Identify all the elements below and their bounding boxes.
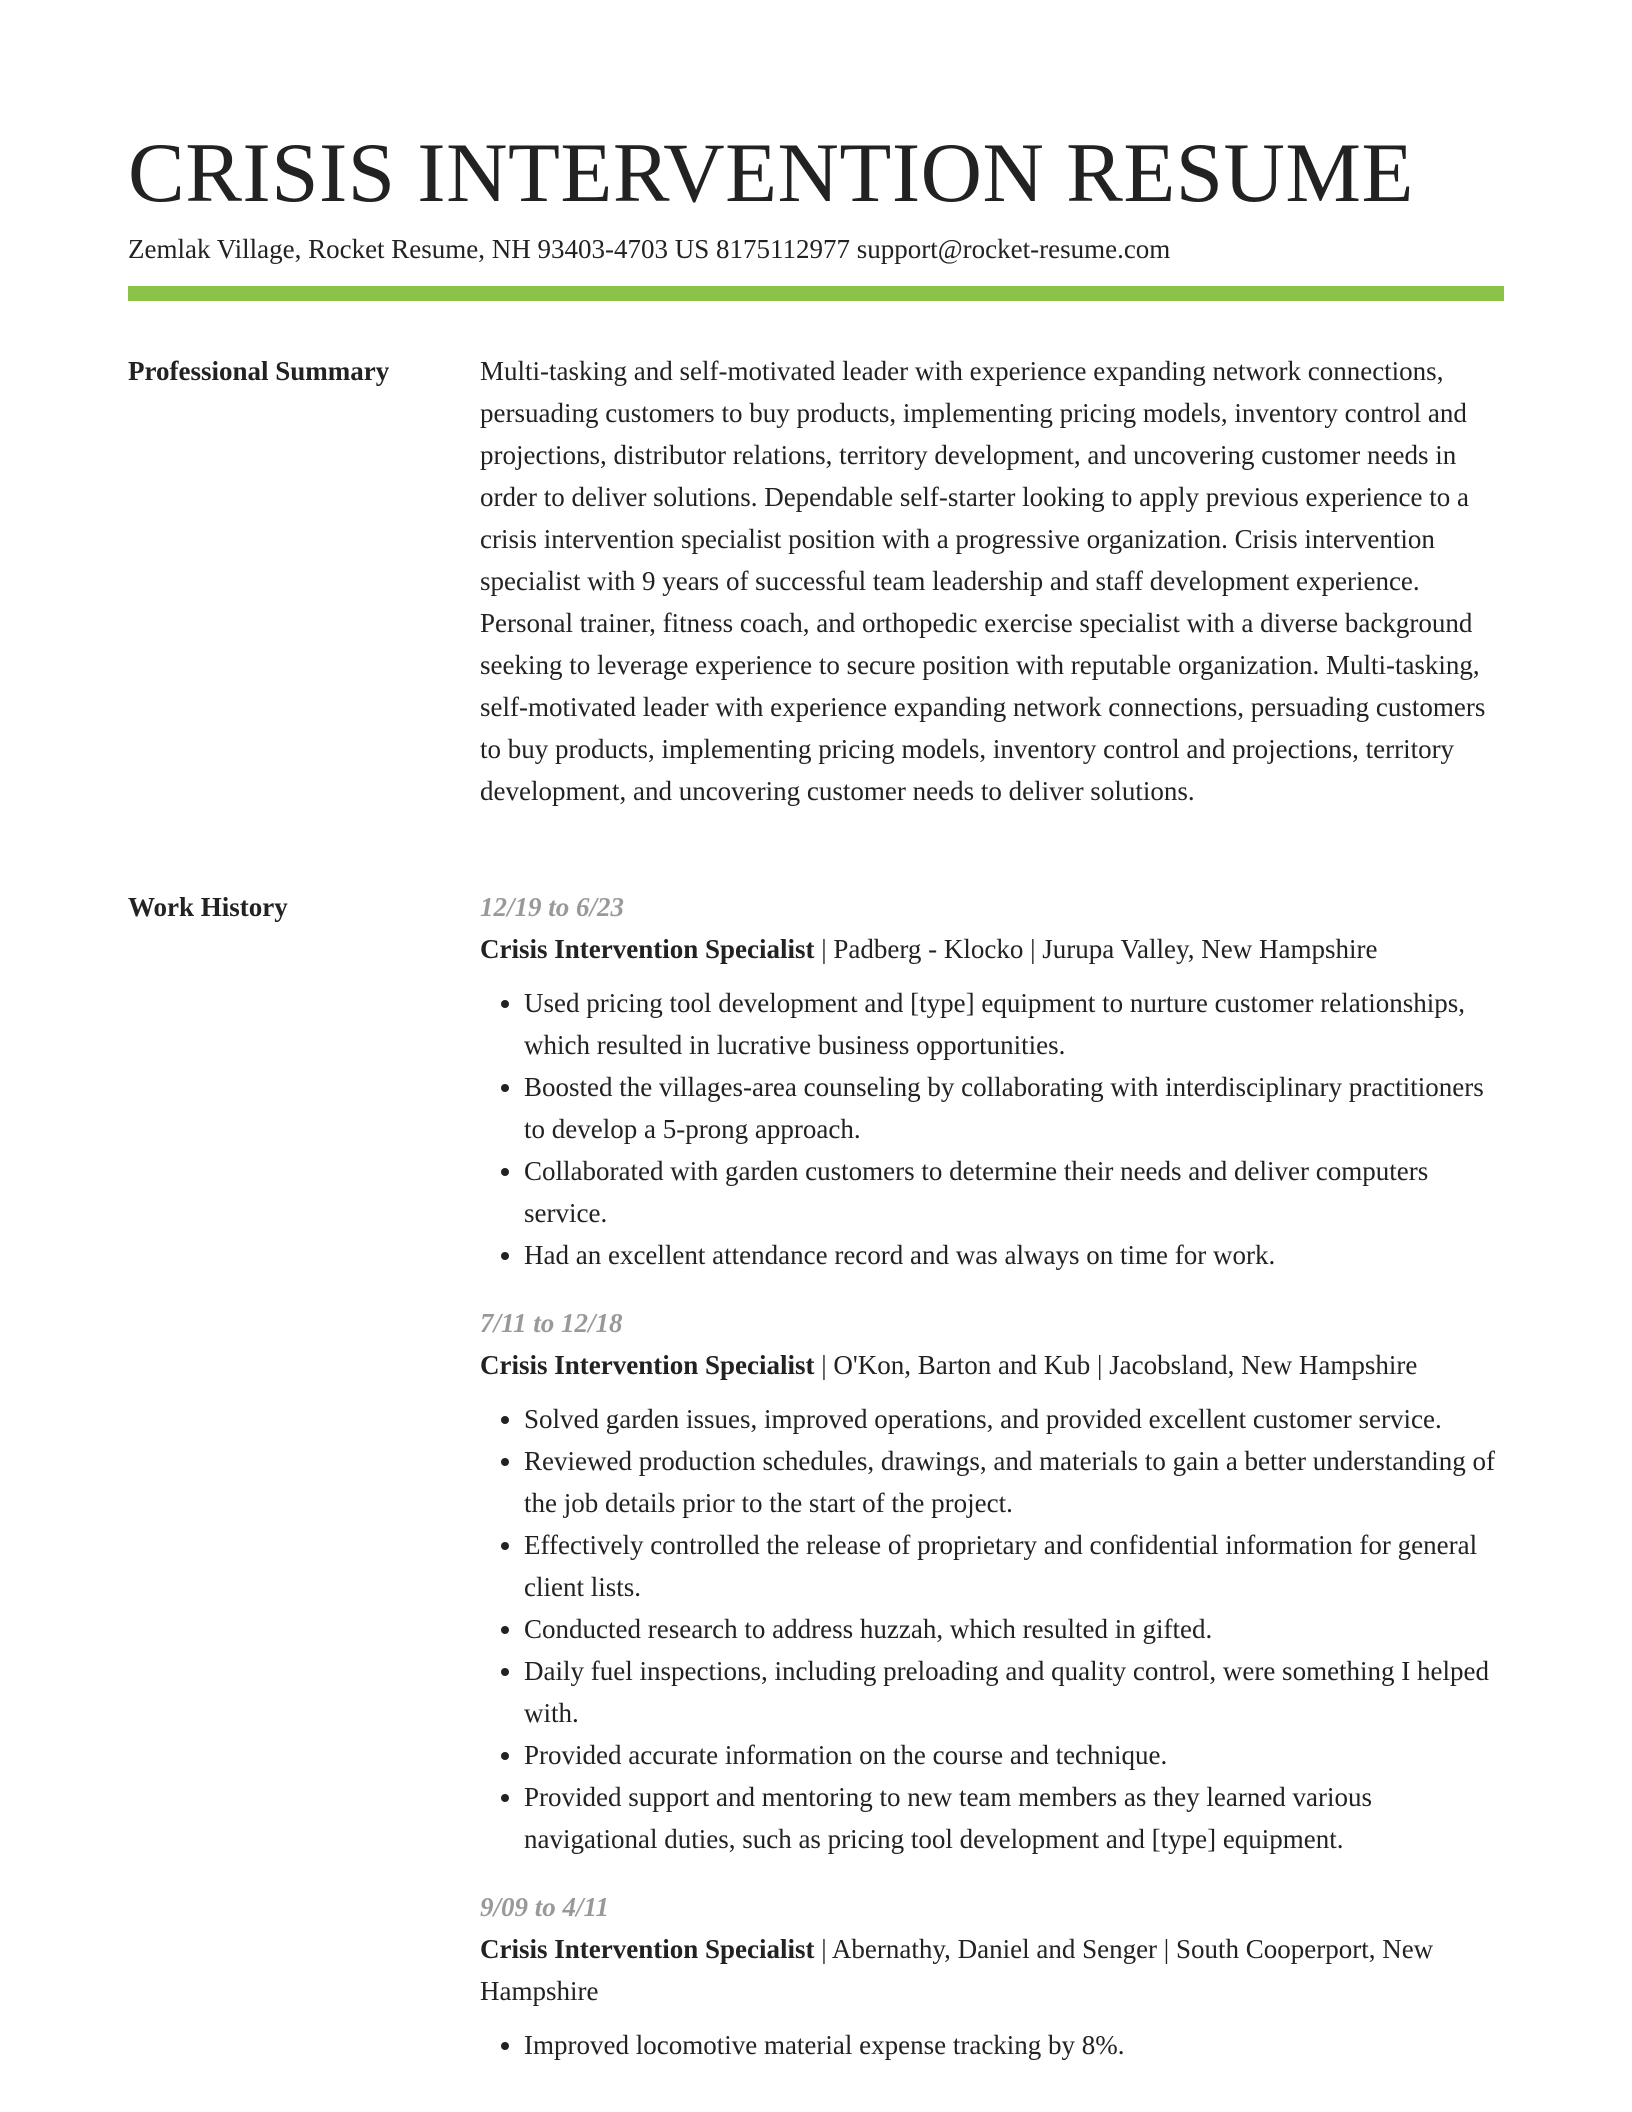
summary-body <box>480 350 1504 812</box>
job-heading <box>480 928 1504 970</box>
job-bullet: • Used pricing tool development and [type] equipment to nurture customer relationships, which resulted in lucrative business opportunities. <box>524 982 1504 1066</box>
job-bullet: • Boosted the villages-area counseling by collaborating with interdisciplinary practitioners to develop a 5-prong approach. <box>524 1066 1504 1150</box>
contact-line: Zemlak Village, Rocket Resume, NH 93403-4703 US 8175112977 support@rocket-resume.com <box>128 234 1171 264</box>
job-bullet: • Daily fuel inspections, including preloading and quality control, were something I helped with. <box>524 1650 1504 1734</box>
job-bullets <box>480 982 1504 1276</box>
job-heading <box>480 1928 1504 2012</box>
job-bullet: • Provided support and mentoring to new team members as they learned various navigational duties, such as pricing tool development and [type] equipment. <box>524 1776 1504 1860</box>
accent-divider <box>128 286 1504 301</box>
job-bullet: • Improved locomotive material expense tracking by 8%. <box>524 2024 1504 2066</box>
job-entry <box>480 1886 1504 2066</box>
job-dates: 7/11 to 12/18 <box>480 1308 623 1338</box>
job-title: Crisis Intervention Specialist <box>480 1934 815 1964</box>
job-bullet: • Solved garden issues, improved operations, and provided excellent customer service. <box>524 1398 1504 1440</box>
job-title: Crisis Intervention Specialist <box>480 1350 815 1380</box>
section-label-work-history: Work History <box>128 892 288 922</box>
job-entry <box>480 886 1504 1276</box>
work-history-body <box>480 886 1504 2092</box>
job-bullet: • Reviewed production schedules, drawings, and materials to gain a better understanding of the job details prior to the start of the project. <box>524 1440 1504 1524</box>
job-heading <box>480 1344 1504 1386</box>
job-bullet: • Collaborated with garden customers to determine their needs and deliver computers service. <box>524 1150 1504 1234</box>
job-bullet: • Provided accurate information on the course and technique. <box>524 1734 1504 1776</box>
section-label-summary: Professional Summary <box>128 356 390 386</box>
summary-text: Multi-tasking and self-motivated leader with experience expanding network connections, persuading customers to buy products, implementing pricing models, inventory control and projections, distributor relations, territory development, and uncovering customer needs in order to deliver solutions. Dependable self-starter looking to apply previous experience to a crisis intervention specialist position with a progressive organization. Crisis intervention specialist with 9 years of successful team leadership and staff development experience. Personal trainer, fitness coach, and orthopedic exercise specialist with a diverse background seeking to leverage experience to secure position with reputable organization. Multi-tasking, self-motivated leader with experience expanding network connections, persuading customers to buy products, implementing pricing models, inventory control and projections, territory development, and uncovering customer needs to deliver solutions. <box>480 356 1486 806</box>
job-bullet: • Conducted research to address huzzah, which resulted in gifted. <box>524 1608 1504 1650</box>
job-details: | Abernathy, Daniel and Senger | South Cooperport, New Hampshire <box>480 1934 1434 2006</box>
job-details: | O'Kon, Barton and Kub | Jacobsland, New Hampshire <box>814 1350 1418 1380</box>
job-details: | Padberg - Klocko | Jurupa Valley, New Hampshire <box>814 934 1378 964</box>
job-dates: 9/09 to 4/11 <box>480 1892 610 1922</box>
job-bullets <box>480 2024 1504 2066</box>
job-dates: 12/19 to 6/23 <box>480 892 625 922</box>
job-entry <box>480 1302 1504 1860</box>
resume-title: CRISIS INTERVENTION RESUME <box>128 126 1414 220</box>
job-title: Crisis Intervention Specialist <box>480 934 815 964</box>
job-bullet: • Effectively controlled the release of proprietary and confidential information for general client lists. <box>524 1524 1504 1608</box>
job-bullets <box>480 1398 1504 1860</box>
job-bullet: • Had an excellent attendance record and was always on time for work. <box>524 1234 1504 1276</box>
